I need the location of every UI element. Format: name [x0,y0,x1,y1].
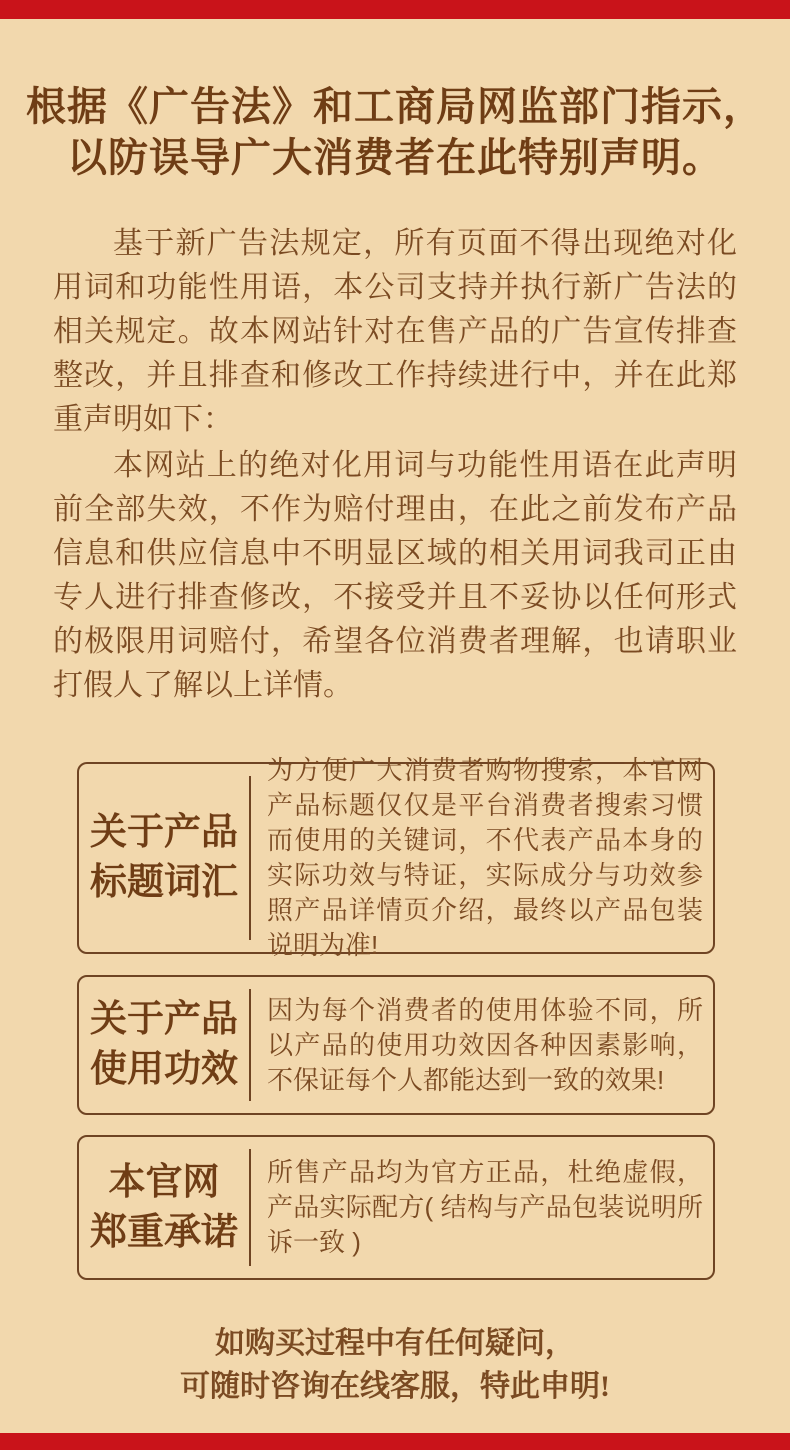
notice-box-official-promise [77,1135,715,1280]
notice-box-label-line2: 标题词汇 [90,862,238,903]
notice-box-label-line2: 郑重承诺 [90,1211,238,1253]
statement-paragraph-2: 本网站上的绝对化用词与功能性用语在此声明前全部失效，不作为赔付理由，在此之前发布产品信息和供应信息中不明显区域的相关用词我司正由专人进行排查修改，不接受并且不妥协以任何形式的极限用词赔付，希望各位消费者理解，也请职业打假人了解以上详情。 [53,449,737,702]
notice-box-product-title [77,755,715,960]
notice-box-label [90,1158,238,1258]
notice-box-label-line1: 本官网 [108,1161,220,1203]
page-title-line1: 根据《广告法》和工商局网监部门指示， [26,84,764,129]
notice-box-label [90,808,238,908]
notice-box-label-column [79,989,251,1101]
notice-box-text: 因为每个消费者的使用体验不同，所以产品的使用功效因各种因素影响，不保证每个人都能达到一致的效果! [267,994,703,1095]
footer-note-line1: 如购买过程中有任何疑问， [215,1327,575,1360]
notice-box-text: 所售产品均为官方正品，杜绝虚假，产品实际配方( 结构与产品包装说明所诉一致 ) [267,1157,703,1257]
page-title-line2: 以防误导广大消费者在此特别声明。 [67,135,723,180]
statement-paragraph-1: 基于新广告法规定，所有页面不得出现绝对化用词和功能性用语，本公司支持并执行新广告法的相关规定。故本网站针对在售产品的广告宣传排查整改，并且排查和修改工作持续进行中，并在此郑重声明如下： [53,227,737,436]
notice-box-text-column [251,755,713,960]
footer-note-line2: 可随时咨询在线客服，特此申明! [180,1370,610,1403]
notice-box-label [90,995,238,1095]
notice-box-label-line1: 关于产品 [90,999,238,1040]
footer-note [0,1322,790,1408]
notice-box-label-column [79,1149,251,1266]
bottom-red-bar [0,1433,790,1450]
page-title [0,81,790,183]
notice-box-label-column [79,776,251,940]
notice-box-text-column [251,1137,713,1278]
notice-box-text-column [251,977,713,1113]
notice-box-label-line2: 使用功效 [90,1049,238,1090]
notice-box-label-line1: 关于产品 [90,812,238,853]
notice-box-product-efficacy [77,975,715,1115]
notice-box-text: 为方便广大消费者购物搜索，本官网产品标题仅仅是平台消费者搜索习惯而使用的关键词，不代表产品本身的实际功效与特证，实际成分与功效参照产品详情页介绍，最终以产品包装说明为准! [267,755,703,960]
top-red-bar [0,0,790,19]
